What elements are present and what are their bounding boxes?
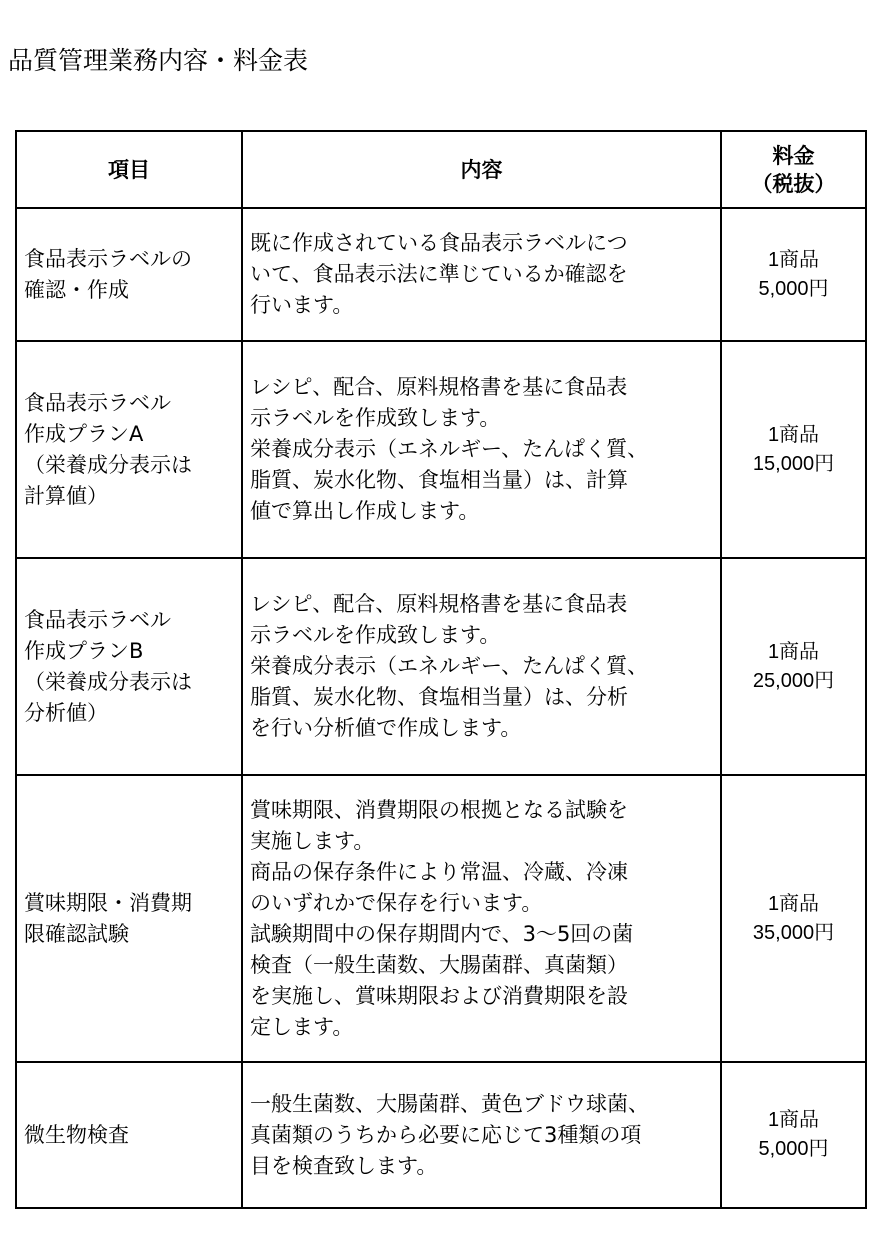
table-header-row bbox=[16, 131, 866, 208]
table-row bbox=[16, 1062, 866, 1208]
row-item: 食品表示ラベル 作成プランB （栄養成分表示は 分析値） bbox=[16, 558, 242, 775]
header-fee: 料金 （税抜） bbox=[721, 131, 866, 208]
row-fee: 1商品 5,000円 bbox=[721, 1062, 866, 1208]
table-row bbox=[16, 341, 866, 558]
row-content: 既に作成されている食品表示ラベルにつ いて、食品表示法に準じているか確認を 行います。 bbox=[242, 208, 721, 341]
header-content: 内容 bbox=[242, 131, 721, 208]
row-content: 一般生菌数、大腸菌群、黄色ブドウ球菌、 真菌類のうちから必要に応じて3種類の項 目を検査致します。 bbox=[242, 1062, 721, 1208]
row-fee: 1商品 25,000円 bbox=[721, 558, 866, 775]
row-item: 食品表示ラベルの 確認・作成 bbox=[16, 208, 242, 341]
page-title: 品質管理業務内容・料金表 bbox=[8, 46, 309, 75]
table-row bbox=[16, 208, 866, 341]
row-item: 賞味期限・消費期 限確認試験 bbox=[16, 775, 242, 1062]
row-fee: 1商品 35,000円 bbox=[721, 775, 866, 1062]
table-row bbox=[16, 558, 866, 775]
row-item: 食品表示ラベル 作成プランA （栄養成分表示は 計算値） bbox=[16, 341, 242, 558]
row-content: レシピ、配合、原料規格書を基に食品表 示ラベルを作成致します。 栄養成分表示（エネルギー、たんぱく質、 脂質、炭水化物、食塩相当量）は、計算 値で算出し作成します。 bbox=[242, 341, 721, 558]
price-table bbox=[15, 130, 867, 1209]
header-item: 項目 bbox=[16, 131, 242, 208]
row-item: 微生物検査 bbox=[16, 1062, 242, 1208]
row-fee: 1商品 5,000円 bbox=[721, 208, 866, 341]
row-fee: 1商品 15,000円 bbox=[721, 341, 866, 558]
row-content: レシピ、配合、原料規格書を基に食品表 示ラベルを作成致します。 栄養成分表示（エネルギー、たんぱく質、 脂質、炭水化物、食塩相当量）は、分析 を行い分析値で作成します。 bbox=[242, 558, 721, 775]
table-row bbox=[16, 775, 866, 1062]
row-content: 賞味期限、消費期限の根拠となる試験を 実施します。 商品の保存条件により常温、冷蔵、冷凍 のいずれかで保存を行います。 試験期間中の保存期間内で、3〜5回の菌 検査（一般生菌数、大腸菌群、真菌類） を実施し、賞味期限および消費期限を設 定します。 bbox=[242, 775, 721, 1062]
